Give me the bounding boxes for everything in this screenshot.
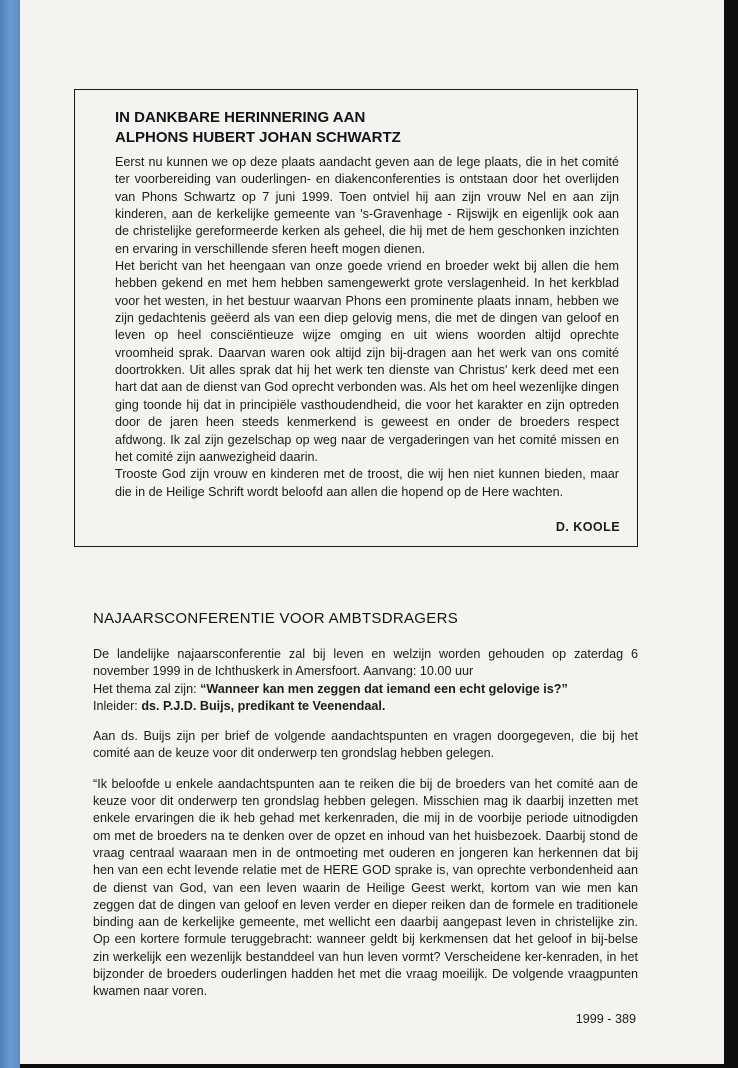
memorial-title-line1: IN DANKBARE HERINNERING AAN xyxy=(115,109,366,126)
scan-edge-right xyxy=(724,0,738,1068)
page-number: 1999 - 389 xyxy=(575,1012,636,1026)
conference-line1: De landelijke najaarsconferentie zal bij leven en welzijn worden gehouden op zaterdag 6 november 1999 in de Ichthuskerk in Amersfoort. Aanvang: 10.00 uur xyxy=(93,647,638,679)
conference-speaker: ds. P.J.D. Buijs, predikant te Veenendaal. xyxy=(141,698,386,713)
conference-body xyxy=(93,646,638,1014)
memorial-title-line2: ALPHONS HUBERT JOHAN SCHWARTZ xyxy=(115,129,401,146)
conference-title: NAJAARSCONFERENTIE VOOR AMBTSDRAGERS xyxy=(93,610,459,627)
conference-paragraph-3: “Ik beloofde u enkele aandachtspunten aan te reiken die bij de broeders van het comité aan de keuze voor dit onderwerp ten grondslag hebben gelegen. Misschien mag ik daarbij inzetten met enkele ervaringen die ik heb gehad met kerkenraden, die mij in de voorbije periode uitnodigden om met de broeders na te denken over de opzet en inhoud van het huisbezoek. Daarbij stond de vraag centraal waaraan men in de ontmoeting met ouderen en jongeren kan herkennen dat bij hen van een echt levende relatie met de HERE GOD sprake is, van oprechte verbondenheid aan de dienst van God, van een leven waarin de Heilige Geest werkt, kortom van wie men kan zeggen dat de dingen van geloof en leven verder en dieper reiken dan de formele en traditionele binding aan de kerkelijke gemeente, met wellicht een daarbij aangepast leven in christelijke zin. Op een kortere formule teruggebracht: wanneer geldt bij kerkmensen dat het geloof in bij-belse zin werkelijk een wezenlijk bestanddeel van hun leven vormt? Verscheidene ker-kenraden, in het bijzonder de broeders ouderlingen hadden het met die vraag moeilijk. De volgende vraagpunten kwamen naar voren. xyxy=(93,776,638,999)
conference-theme: “Wanneer kan men zeggen dat iemand een echt gelovige is?” xyxy=(200,681,568,696)
memorial-paragraph-2: Het bericht van het heengaan van onze goede vriend en broeder wekt bij allen die hem hebben gekend en met hem hebben samengewerkt grote verslagenheid. In het kerkblad voor het westen, in het bestuur waarvan Phons een prominente plaats innam, hebben we zijn gedachtenis geëerd als van een diep gelovig mens, die met de dingen van geloof en leven op heel consciëntieuze wijze omging en uit wiens woorden altijd oprechte vroomheid sprak. Daarvan waren ook altijd zijn bij-dragen aan het werk van ons comité doortrokken. Uit alles sprak dat hij het werk ten dienste van Christus' kerk deed met een hart dat aan de dienst van God oprecht verbonden was. Als het om heel wezenlijke dingen ging toonde hij dat in principiële vasthoudendheid, die voor het karakter en zijn optreden door de jaren heen steeds kenmerkend is geweest en onder de broeders respect afdwong. Ik zal zijn gezelschap op weg naar de vergaderingen van het comité missen en het comité zijn aanwezigheid daarin. xyxy=(115,259,619,464)
memorial-paragraph-3: Trooste God zijn vrouw en kinderen met de troost, die wij hen niet kunnen bieden, maar die in de Heilige Schrift wordt beloofd aan allen die hopend op de Here wachten. xyxy=(115,467,619,499)
memorial-signature: D. KOOLE xyxy=(555,520,620,534)
conference-speaker-prefix: Inleider: xyxy=(93,698,142,713)
book-spine xyxy=(0,0,20,1068)
memorial-title xyxy=(115,108,615,148)
scan-edge-bottom xyxy=(20,1064,738,1068)
conference-theme-prefix: Het thema zal zijn: xyxy=(93,681,201,696)
memorial-paragraph-1: Eerst nu kunnen we op deze plaats aandacht geven aan de lege plaats, die in het comité ter voorbereiding van ouderlingen- en diakenconferenties is ontstaan door het overlijden van Phons Schwartz op 7 juni 1999. Toen ontviel hij aan zijn vrouw Nel en aan zijn kinderen, aan de kerkelijke gemeente van 's-Gravenhage - Rijswijk en eigenlijk ook aan de christelijke gereformeerde kerken als geheel, die hij met de hem geschonken inzichten en ervaring in verschillende sferen heeft mogen dienen. xyxy=(115,155,619,256)
conference-paragraph-2: Aan ds. Buijs zijn per brief de volgende aandachtspunten en vragen doorgegeven, die bij het comité aan de keuze voor dit onderwerp ten grondslag hebben gelegen. xyxy=(93,729,638,761)
conference-intro xyxy=(93,646,638,715)
memorial-text xyxy=(115,154,619,501)
